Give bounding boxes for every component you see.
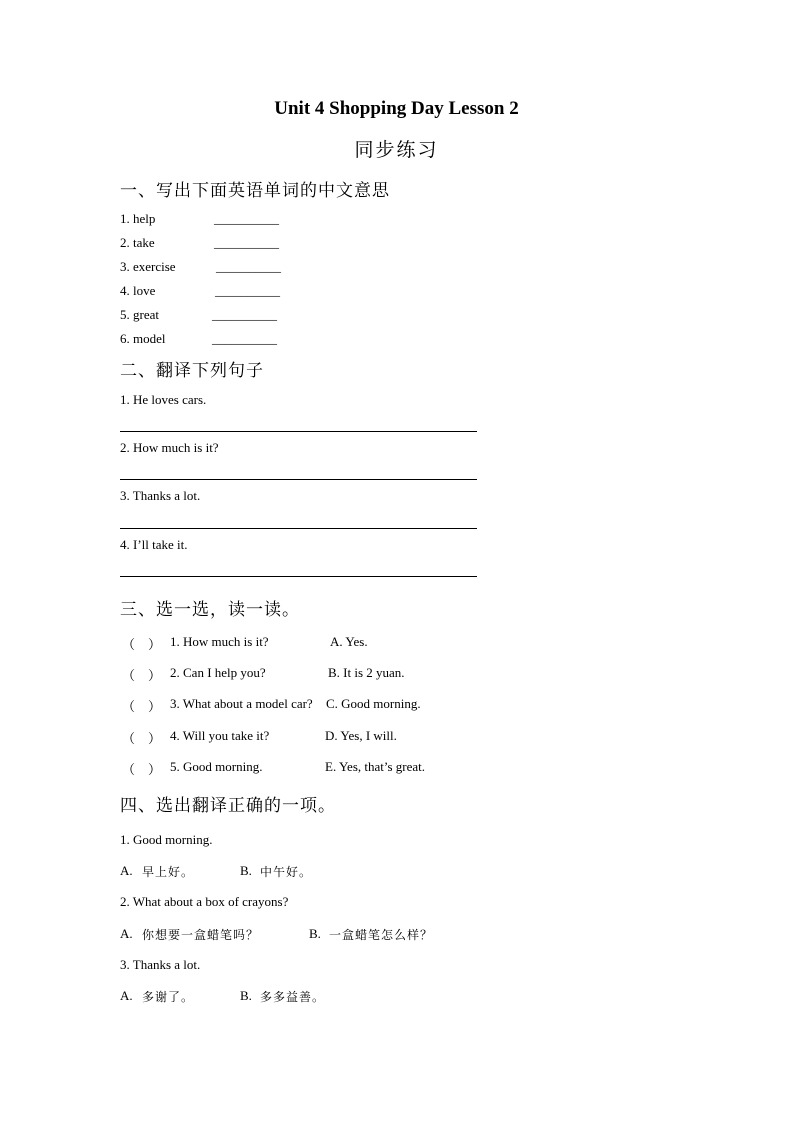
answer-blank: __________ <box>214 235 279 250</box>
match-question: 4. Will you take it? <box>170 728 270 743</box>
word-item: 1. help <box>120 211 156 226</box>
sentence-item: 3. Thanks a lot. <box>120 488 201 503</box>
section-3-heading: 三、选一选，读一读。 <box>120 600 300 620</box>
page-subtitle: 同步练习 <box>354 139 439 161</box>
match-answer: D. Yes, I will. <box>325 728 397 743</box>
match-question: 2. Can I help you? <box>170 665 266 680</box>
sentence-item: 4. I’ll take it. <box>120 537 188 552</box>
match-answer: B. It is 2 yuan. <box>328 665 405 680</box>
option-a-text: 你想要一盒蜡笔吗？ <box>142 928 260 942</box>
choice-question: 2. What about a box of crayons? <box>120 894 289 909</box>
option-a-text: 多谢了。 <box>142 990 195 1004</box>
match-answer: E. Yes, that’s great. <box>325 759 426 774</box>
sentence-item: 1. He loves cars. <box>120 392 207 407</box>
option-b-text: 多多益善。 <box>260 990 326 1004</box>
word-item: 4. love <box>120 283 156 298</box>
writing-line <box>120 576 477 577</box>
option-b-label: B. <box>309 926 321 941</box>
section-2-heading: 二、翻译下列句子 <box>120 361 264 381</box>
answer-bracket: （ ） <box>122 762 162 777</box>
section-1-heading: 一、写出下面英语单词的中文意思 <box>120 181 390 201</box>
match-question: 3. What about a model car? <box>170 696 313 711</box>
section-4-heading: 四、选出翻译正确的一项。 <box>120 796 336 816</box>
writing-line <box>120 528 477 529</box>
word-item: 6. model <box>120 331 166 346</box>
option-a-label: A. <box>120 988 133 1003</box>
sentence-item: 2. How much is it? <box>120 440 219 455</box>
answer-bracket: （ ） <box>122 699 162 714</box>
match-answer: C. Good morning. <box>326 696 421 711</box>
word-item: 5. great <box>120 307 159 322</box>
answer-bracket: （ ） <box>122 637 162 652</box>
answer-bracket: （ ） <box>122 731 162 746</box>
page-title: Unit 4 Shopping Day Lesson 2 <box>274 98 519 119</box>
option-b-text: 一盒蜡笔怎么样？ <box>329 928 434 942</box>
option-b-label: B. <box>240 988 252 1003</box>
option-b-label: B. <box>240 863 252 878</box>
choice-question: 1. Good morning. <box>120 832 213 847</box>
word-item: 3. exercise <box>120 259 176 274</box>
match-question: 1. How much is it? <box>170 634 269 649</box>
answer-blank: __________ <box>215 283 280 298</box>
option-a-text: 早上好。 <box>142 865 195 879</box>
writing-line <box>120 479 477 480</box>
answer-blank: __________ <box>212 307 277 322</box>
match-answer: A. Yes. <box>330 634 368 649</box>
option-a-label: A. <box>120 863 133 878</box>
answer-blank: __________ <box>212 331 277 346</box>
choice-question: 3. Thanks a lot. <box>120 957 201 972</box>
answer-bracket: （ ） <box>122 668 162 683</box>
writing-line <box>120 431 477 432</box>
option-b-text: 中午好。 <box>260 865 313 879</box>
word-item: 2. take <box>120 235 155 250</box>
answer-blank: __________ <box>214 211 279 226</box>
answer-blank: __________ <box>216 259 281 274</box>
option-a-label: A. <box>120 926 133 941</box>
match-question: 5. Good morning. <box>170 759 263 774</box>
